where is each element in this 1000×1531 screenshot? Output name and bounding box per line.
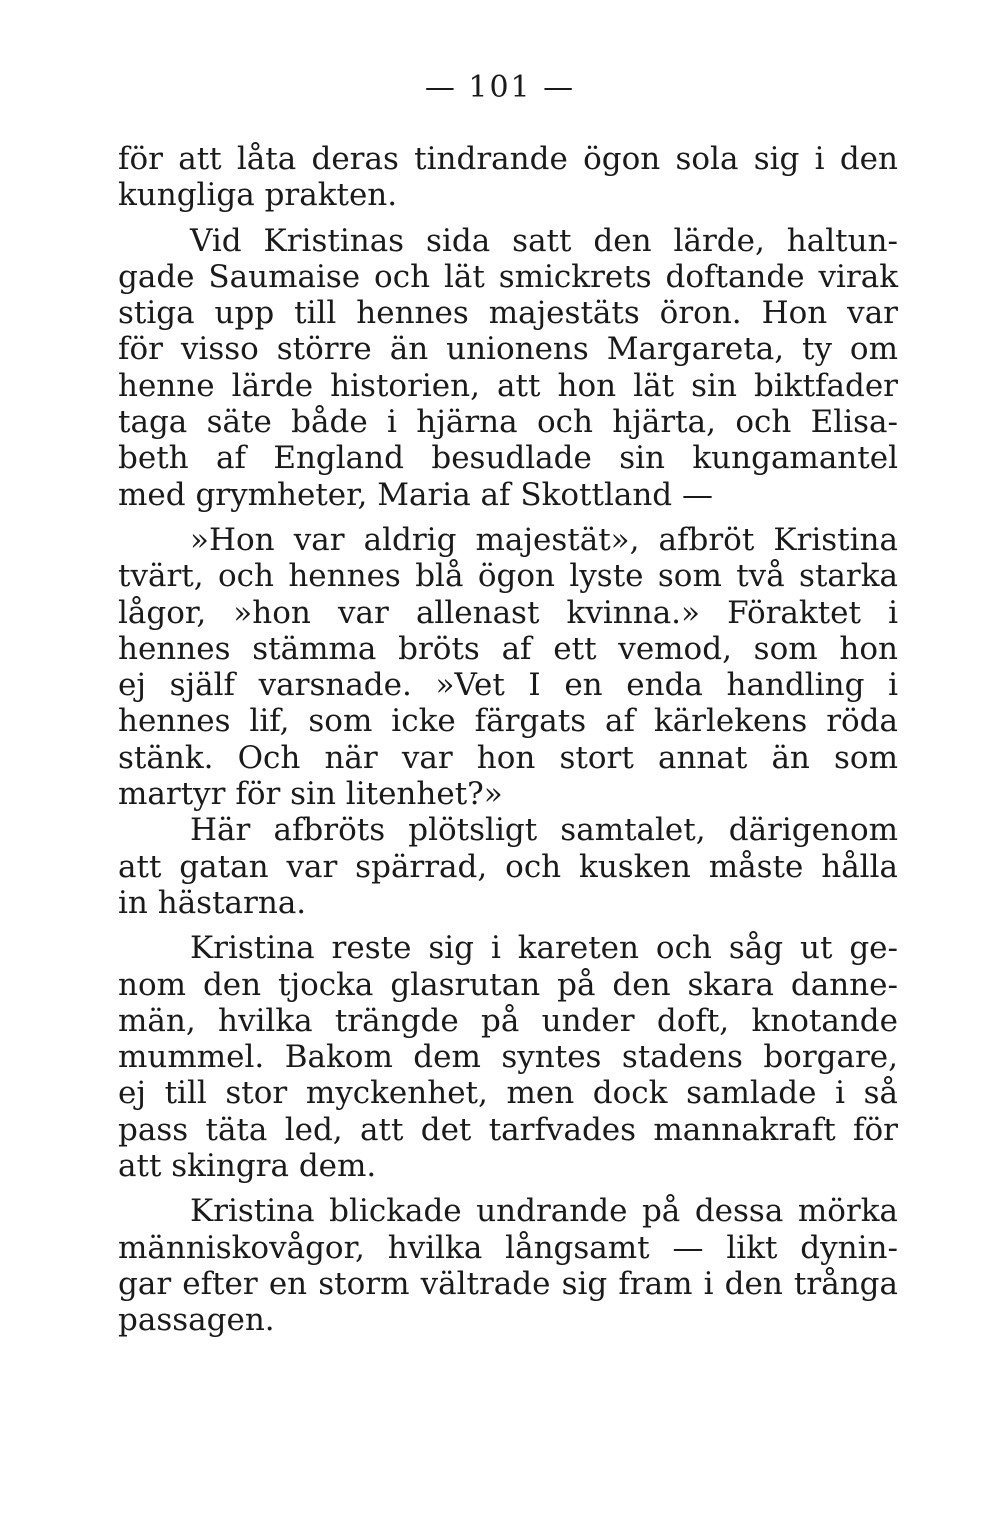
- body-text: [118, 141, 898, 1339]
- text-line: Kristina blickade undrande på dessa mörka: [190, 1193, 898, 1230]
- paragraph: [118, 522, 898, 812]
- paragraph: [118, 812, 898, 921]
- text-line: gar efter en storm vältrade sig fram i den trånga: [118, 1265, 898, 1302]
- text-line: för visso större än unionens Margareta, ty om: [118, 331, 898, 368]
- page-number: — 101 —: [424, 70, 576, 105]
- text-line: stänk. Och när var hon stort annat än som: [118, 739, 898, 776]
- text-line: kungliga prakten.: [118, 177, 398, 214]
- text-line: nom den tjocka glasrutan på den skara danne-: [118, 966, 898, 1003]
- text-line: hennes stämma bröts af ett vemod, som hon: [118, 630, 898, 667]
- text-line: ej till stor myckenhet, men dock samlade i så: [118, 1075, 898, 1112]
- paragraph: [118, 223, 898, 513]
- text-line: ej själf varsnade. »Vet I en enda handling i: [118, 667, 898, 704]
- text-line: lågor, »hon var allenast kvinna.» Föraktet i: [118, 594, 898, 631]
- text-line: Kristina reste sig i kareten och såg ut ge-: [190, 930, 898, 967]
- text-line: stiga upp till hennes majestäts öron. Hon var: [118, 295, 898, 332]
- text-line: in hästarna.: [118, 884, 307, 921]
- paragraph: [118, 1193, 898, 1338]
- text-line: med grymheter, Maria af Skottland —: [118, 476, 714, 513]
- text-line: beth af England besudlade sin kungamantel: [118, 440, 898, 477]
- text-line: män, hvilka trängde på under doft, knotande: [118, 1002, 898, 1039]
- text-line: att gatan var spärrad, och kusken måste hålla: [118, 848, 898, 885]
- text-line: henne lärde historien, att hon lät sin biktfader: [118, 367, 898, 404]
- text-line: hennes lif, som icke färgats af kärlekens röda: [118, 703, 898, 740]
- text-line: Här afbröts plötsligt samtalet, därigenom: [190, 812, 898, 849]
- text-line: pass täta led, att det tarfvades mannakraft för: [118, 1111, 898, 1148]
- text-line: passagen.: [118, 1302, 275, 1339]
- text-line: »Hon var aldrig majestät», afbröt Kristina: [190, 521, 898, 558]
- text-line: att skingra dem.: [118, 1148, 377, 1185]
- text-line: taga säte både i hjärna och hjärta, och Elisa-: [118, 404, 898, 441]
- paragraph: [118, 141, 898, 214]
- text-line: människovågor, hvilka långsamt — likt dynin-: [118, 1229, 898, 1266]
- text-line: för att låta deras tindrande ögon sola sig i den: [118, 141, 898, 177]
- paragraph: [118, 930, 898, 1184]
- text-line: gade Saumaise och lät smickrets doftande virak: [118, 258, 898, 295]
- text-line: Vid Kristinas sida satt den lärde, haltun-: [190, 222, 898, 259]
- text-line: tvärt, och hennes blå ögon lyste som två starka: [118, 558, 898, 595]
- text-line: martyr för sin litenhet?»: [118, 776, 503, 813]
- text-line: mummel. Bakom dem syntes stadens borgare,: [118, 1039, 898, 1076]
